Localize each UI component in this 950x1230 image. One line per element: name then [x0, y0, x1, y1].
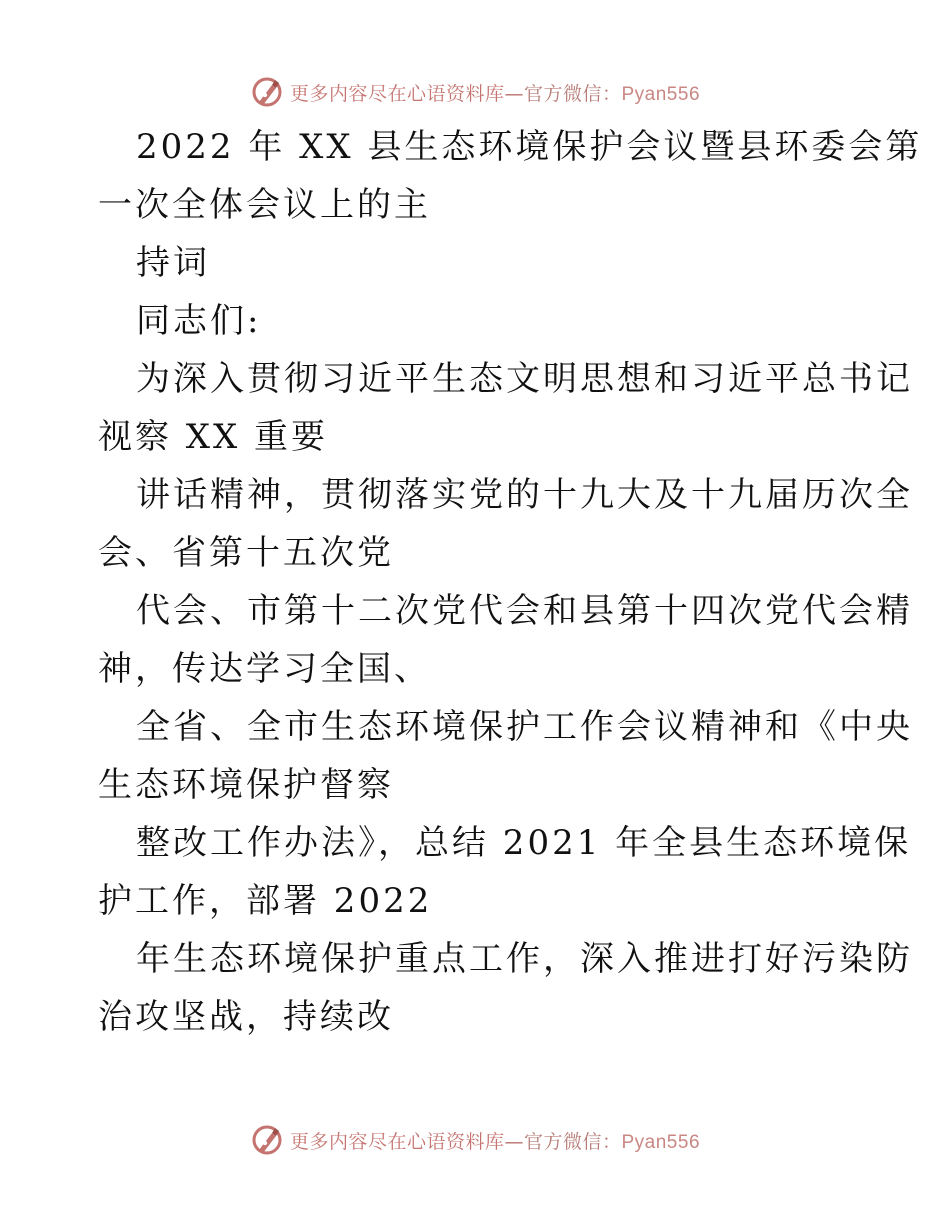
watermark-site: 更多内容尽在心语资料库 — [289, 1130, 505, 1153]
document-line: 讲话精神，贯彻落实党的十九大及十九届历次全 — [136, 475, 913, 515]
pen-logo-icon — [250, 75, 284, 109]
watermark-separator: — — [504, 1130, 524, 1153]
document-line: 生态环境保护督察 — [98, 765, 394, 805]
watermark-separator: — — [504, 82, 524, 105]
document-line: 全省、全市生态环境保护工作会议精神和《中央 — [136, 707, 913, 747]
pen-logo-icon — [250, 1123, 284, 1157]
document-line: 持词 — [136, 243, 210, 283]
document-line: 2022 年 XX 县生态环境保护会议暨县环委会第 — [136, 127, 923, 167]
watermark-site: 更多内容尽在心语资料库 — [289, 82, 505, 105]
document-line: 会、省第十五次党 — [98, 533, 394, 573]
watermark-wechat-id: Pyan556 — [621, 1131, 701, 1153]
watermark-wechat-label: 官方微信： — [523, 1130, 622, 1153]
watermark-wechat-id: Pyan556 — [621, 83, 701, 105]
document-body — [98, 118, 923, 1046]
document-line: 治攻坚战，持续改 — [98, 997, 394, 1037]
watermark-wechat-label: 官方微信： — [523, 82, 622, 105]
watermark-header — [0, 72, 950, 112]
document-line: 代会、市第十二次党代会和县第十四次党代会精 — [136, 591, 913, 631]
document-line: 神，传达学习全国、 — [98, 649, 431, 689]
document-line: 整改工作办法》，总结 2021 年全县生态环境保 — [136, 823, 912, 863]
document-line: 视察 XX 重要 — [98, 417, 329, 457]
document-line: 年生态环境保护重点工作，深入推进打好污染防 — [136, 939, 913, 979]
watermark-footer — [0, 1120, 950, 1160]
document-line: 为深入贯彻习近平生态文明思想和习近平总书记 — [136, 359, 913, 399]
document-line: 护工作，部署 2022 — [98, 881, 433, 921]
watermark-text — [290, 1127, 700, 1154]
document-line: 同志们: — [136, 301, 262, 341]
watermark-text — [290, 79, 700, 106]
document-line: 一次全体会议上的主 — [98, 185, 431, 225]
